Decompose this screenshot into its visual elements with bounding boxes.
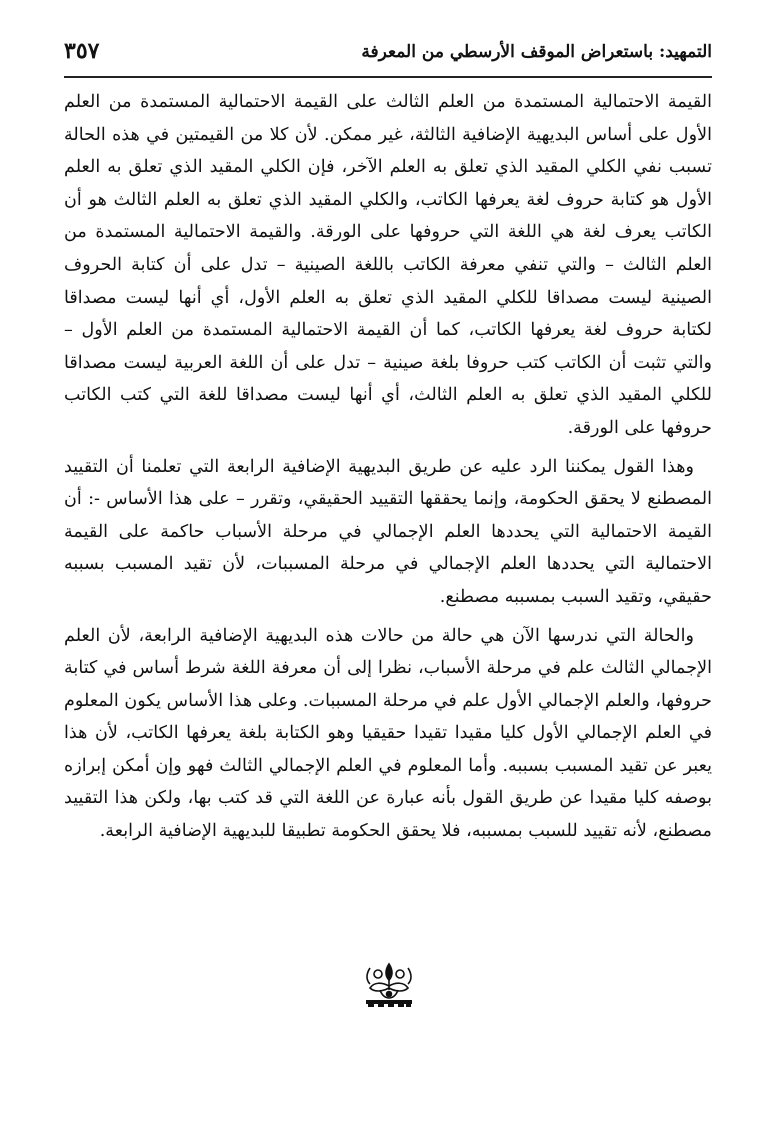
paragraph-2: وهذا القول يمكننا الرد عليه عن طريق البديهية الإضافية الرابعة التي تعلمنا أن التقييد المصطنع لا يحقق الحكومة، وإنما يحققها التقييد الحقيقي، وتقرر – على هذا الأساس -: أن القيمة الاحتمالية التي يحددها العلم الإجمالي في مرحلة الأسباب حاكمة على القيمة الاحتمالية التي يحددها العلم الإجمالي في مرحلة المسببات، لأن تقيد المسبب بسببه حقيقي، وتقيد السبب بمسببه مصطنع. xyxy=(64,456,712,607)
paragraph-1: القيمة الاحتمالية المستمدة من العلم الثالث على القيمة الاحتمالية المستمدة من العلم الأول على أساس البديهية الإضافية الثالثة، غير ممكن. لأن كلا من القيمتين في هذه الحالة تسبب نفي الكلي المقيد الذي تعلق به العلم الآخر، فإن الكلي المقيد الذي تعلق به العلم الأول هو كتابة حروف لغة يعرفها الكاتب، والكلي المقيد الذي تعلق به العلم الثالث هو أن الكاتب يعرف لغة هي اللغة التي حروفها على الورقة. والقيمة الاحتمالية المستمدة من العلم الثالث – والتي تنفي معرفة الكاتب باللغة الصينية – تدل على أن كتابة الحروف الصينية ليست مصداقا للكلي المقيد الذي تعلق به العلم الأول، أي أنها ليست مصداقا لكتابة حروف لغة يعرفها الكاتب، كما أن القيمة الاحتمالية المستمدة من العلم الأول – والتي تثبت أن الكاتب كتب حروفا بلغة صينية – تدل على أن اللغة العربية ليست مصداقا للكلي المقيد الذي تعلق به العلم الثالث، أي أنها ليست مصداقا للغة التي كتب الكاتب حروفها على الورقة. xyxy=(64,92,712,438)
running-header-title: التمهيد: باستعراض الموقف الأرسطي من المعرفة xyxy=(361,42,712,62)
paragraph-3: والحالة التي ندرسها الآن هي حالة من حالات هذه البديهية الإضافية الرابعة، لأن العلم الإجمالي الثالث علم في مرحلة الأسباب، نظرا إلى أن معرفة اللغة شرط أساس في كتابة حروفها، والعلم الإجمالي الأول علم في مرحلة المسببات. وعلى هذا الأساس يكون المعلوم في العلم الإجمالي الأول كليا مقيدا تقيدا حقيقيا وهو الكتابة بلغة يعرفها الكاتب، لأن هذا يعبر عن تقيد المسبب بسببه. وأما المعلوم في العلم الإجمالي الثالث فهو وإن أمكن إبرازه بوصفه كليا مقيدا عن طريق القول بأنه عبارة عن اللغة التي قد كتب بها، ولكن هذا التقييد مصطنع، لأنه تقييد للسبب بمسببه، فلا يحقق الحكومة تطبيقا للبديهية الإضافية الرابعة. xyxy=(64,625,712,842)
floral-ornament-icon xyxy=(358,960,420,1008)
body-text xyxy=(64,86,712,854)
page-header xyxy=(64,36,712,78)
header-rule xyxy=(64,76,712,78)
page-number: ٣٥٧ xyxy=(64,38,100,64)
